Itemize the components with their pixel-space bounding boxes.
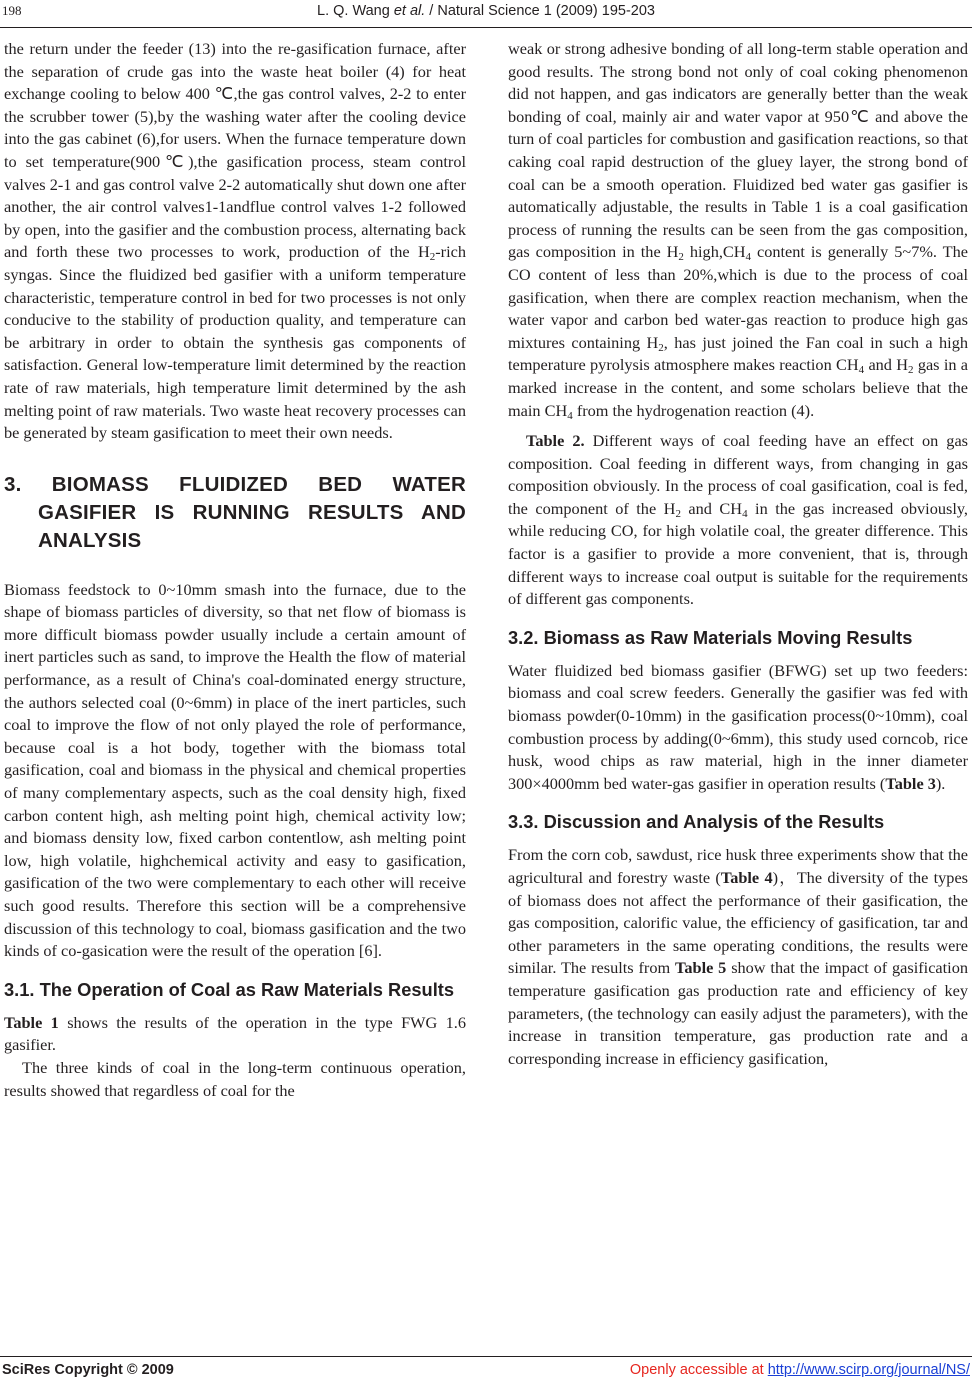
table-reference: Table 1	[4, 1012, 59, 1032]
text: , has just joined the Fan coal in such a high temperature pyrolysis atmosphere makes reaction CH	[508, 332, 968, 375]
paragraph-bfwg	[508, 660, 968, 796]
header-citation	[0, 3, 972, 19]
footer-rule	[0, 1356, 972, 1357]
header-rule	[0, 27, 972, 28]
subscript: 4	[858, 364, 865, 377]
subscript: 2	[675, 507, 681, 520]
text: in the gas increased obviously, while reducing CO, for high volatile coal, the greater difference. This factor is a gasifier to provide a more convenient, that is, through different ways to increase coal output is suitable for the requirements of different gas components.	[508, 498, 969, 609]
table-reference: Table 3	[885, 773, 936, 793]
page-footer	[0, 1362, 972, 1384]
subsection-3-1-heading: 3.1. The Operation of Coal as Raw Materials Results	[4, 978, 455, 1000]
text: Different ways of coal feeding have an effect on gas composition. Coal feeding in different ways, from changing in gas composition obviously. In the process of coal gasification, coal is fed, the component of the H	[508, 431, 969, 518]
paragraph-discussion	[508, 844, 968, 1070]
subscript: 4	[742, 507, 748, 520]
right-column	[508, 38, 968, 1070]
text: weak or strong adhesive bonding of all long-term stable operation and good results. The strong bond not only of coal coking phenomenon did not happen, and gas indicators are generally better than the weak bonding of coal, mainly air and water vapor at 950℃ and above the turn of coal particles for combustion and gasification reactions, so that caking coal rapid destruction of the gluey layer, the strong bond of coal can be a smooth operation. Fluidized bed water gas gasifier is automatically adjustable, the results in Table 1 is a coal gasification process of running the results can be seen from the gas composition, gas composition in the H	[508, 39, 968, 262]
text: ).	[935, 773, 946, 793]
text: and CH	[680, 498, 743, 518]
text: )，The diversity of the types of biomass does not affect the performance of their gasification, the gas composition, calorific value, the efficiency of gasification, tar and other parameters in the same operating conditions, the results were similar. The results from	[508, 868, 969, 978]
subsection-3-3-heading: 3.3. Discussion and Analysis of the Results	[508, 811, 885, 833]
subscript: 2	[429, 251, 436, 264]
text: from the hydrogenation reaction (4).	[572, 400, 815, 420]
paragraph-table1	[4, 1012, 466, 1057]
text: From the corn cob, sawdust, rice husk three experiments show that the agricultural and forestry waste (	[508, 845, 968, 887]
paragraph-coal-bonding	[508, 38, 968, 422]
text: Water fluidized bed biomass gasifier (BFWG) set up two feeders: biomass and coal screw feeders. Generally the gasifier was fed with biomass powder(0-10mm) in the gasification process(0~10mm), coal combustion process by adding(0~6mm), this study used corncob, rice husk, wood chips as raw material, high in the inner diameter 300×4000mm bed water-gas gasifier in operation results (	[508, 660, 968, 793]
table-reference: Table 2.	[526, 431, 585, 451]
subscript: 2	[678, 251, 684, 264]
subsection-3-2-heading: 3.2. Biomass as Raw Materials Moving Results	[508, 626, 913, 648]
text: and H	[864, 355, 909, 375]
journal-link[interactable]: http://www.scirp.org/journal/NS/	[767, 1362, 970, 1378]
header-journal: / Natural Science 1 (2009) 195-203	[425, 3, 655, 19]
text: content is generally 5~7%. The CO content of less than 20%,which is due to the process of coal gasification, when there are complex reaction mechanism, when the water vapor and carbon bed water-gas reaction to produce high gas mixtures containing H	[508, 242, 968, 352]
header-authors: L. Q. Wang	[317, 3, 394, 19]
paragraph-table2	[508, 430, 968, 611]
copyright-notice: SciRes Copyright © 2009	[2, 1362, 174, 1378]
table-reference: Table 4	[720, 868, 773, 887]
text: the return under the feeder (13) into the re-gasification furnace, after the separation of crude gas into the waste heat boiler (4) for heat exchange cooling to below 400 ℃,the gas control valves, 2-2 to enter the scrubber tower (5),by the washing water after the cooling device into the gas cabinet (6),for users. When the furnace temperature down to set temperature(900℃),the gasification process, steam control valves 2-1 and gas control valve 2-2 automatically shut down one after another, the air control valves1-1andflue control valves 1-2 followed by open, into the gasifier and the combustion process, alternating back and forth these two processes to work, production of the H	[4, 39, 466, 262]
header-et-al: et al.	[393, 3, 426, 19]
paragraph-process	[4, 38, 466, 445]
text: gas in a marked increase in the content, and some scholars believe that the main CH	[508, 355, 969, 420]
subscript: 2	[658, 341, 664, 354]
text: high,CH	[683, 242, 746, 262]
subscript: 4	[567, 409, 573, 422]
running-header	[0, 3, 972, 23]
subscript: 4	[745, 251, 752, 264]
paragraph-biomass-feedstock: Biomass feedstock to 0~10mm smash into the furnace, due to the shape of biomass particles of diversity, so that net flow of biomass is more difficult biomass powder usually include a certain amount of inert particles such as sand, to improve the Health the flow of material performance, as a result of China's coal-dominated energy structure, the authors selected coal (0~6mm) in place of the inert particles, such coal to improve the flow of not only played the role of performance, because coal is a hot body, together with the biomass total gasification, coal and biomass in the physical and chemical properties of many complementary aspects, such as the coal density high, fixed carbon content high, ash melting point high, chemical activity low; and biomass density low, fixed carbon contentlow, ash melting point low, high volatile, highchemical activity and easy to gasification, gasification of the two were complementary to each other will receive such good results. Therefore this section will be a comprehensive discussion of this technology to coal, biomass gasification and the two kinds of co-gasication were the result of the operation [6].	[4, 579, 466, 961]
left-column	[4, 38, 466, 1102]
subscript: 2	[908, 364, 914, 377]
text: show that the impact of gasification temperature gasification gas production rate and efficiency of key parameters, (the technology can easily adjust the parameters), with the increase in transition temperature, gas production rate and a corresponding increase in efficiency gasification,	[508, 958, 968, 1068]
table-reference: Table 5	[675, 958, 727, 978]
open-access-label: Openly accessible at	[629, 1362, 768, 1378]
text: -rich syngas. Since the fluidized bed gasifier with a uniform temperature characteristic, temperature control in bed for two processes is not only conducive to the stability of production quality, and temperature can be arbitrary in order to obtain the synthesis gas components of satisfaction. General low-temperature limit determined by the reaction rate of raw materials, high temperature limit determined by the ash melting point of raw materials. Two waste heat recovery processes can be generated by steam gasification to meet their own needs.	[4, 242, 466, 443]
text: shows the results of the operation in the type FWG 1.6 gasifier.	[4, 1012, 467, 1055]
open-access-notice	[630, 1362, 970, 1378]
paragraph-coal-results: The three kinds of coal in the long-term continuous operation, results showed that regardless of coal for the	[4, 1057, 466, 1100]
page-number: 198	[2, 3, 22, 18]
section-3-heading: 3. BIOMASS FLUIDIZED BED WATER GASIFIER IS RUNNING RESULTS AND ANALYSIS	[4, 472, 466, 552]
